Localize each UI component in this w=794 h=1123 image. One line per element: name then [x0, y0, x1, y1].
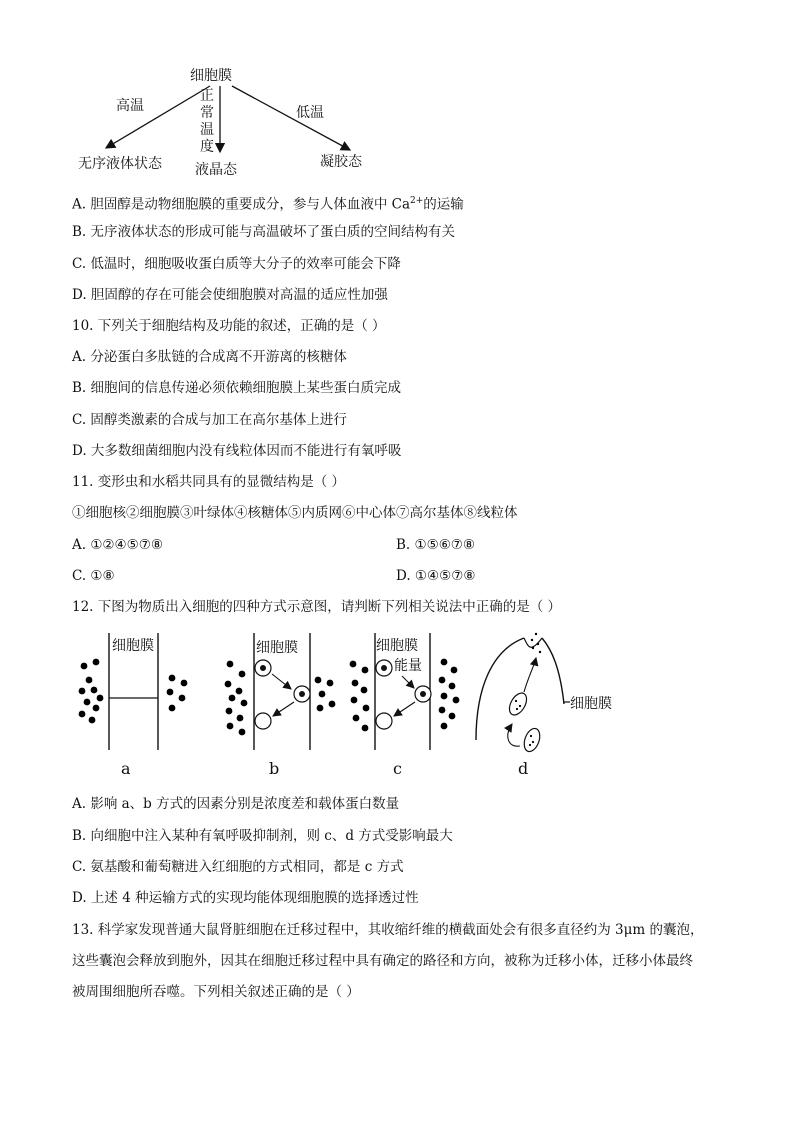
transport-diagram: [72, 628, 632, 780]
edge-label-low: 低温: [296, 105, 324, 121]
edge-label-high: 高温: [116, 98, 144, 114]
panel-a: [79, 633, 188, 778]
q12-option-c: C. 氨基酸和葡萄糖进入红细胞的方式相同，都是 c 方式: [72, 859, 404, 875]
q10-stem: 10. 下列关于细胞结构及功能的叙述，正确的是（ ）: [72, 318, 386, 334]
edge-label-normal-1: 正: [200, 88, 214, 104]
q9-option-b: B. 无序液体状态的形成可能与高温破坏了蛋白质的空间结构有关: [72, 224, 456, 240]
q11-option-a: A. ①②④⑤⑦⑧: [72, 537, 163, 553]
q12-option-a: A. 影响 a、b 方式的因素分别是浓度差和载体蛋白数量: [72, 796, 400, 812]
q12-stem: 12. 下图为物质出入细胞的四种方式示意图，请判断下列相关说法中正确的是（ ）: [72, 599, 562, 615]
q12-option-d: D. 上述 4 种运输方式的实现均能体现细胞膜的选择透过性: [72, 890, 419, 906]
q11-option-c: C. ①⑧: [72, 568, 115, 584]
q13-stem-line-3: 被周围细胞所吞噬。下列相关叙述正确的是（ ）: [72, 984, 360, 1000]
q11-items: ①细胞核②细胞膜③叶绿体④核糖体⑤内质网⑥中心体⑦高尔基体⑧线粒体: [72, 505, 518, 521]
q9-option-c: C. 低温时，细胞吸收蛋白质等大分子的效率可能会下降: [72, 256, 401, 272]
arrow-high-temp: [106, 86, 210, 148]
q12-option-b: B. 向细胞中注入某种有氧呼吸抑制剂，则 c、d 方式受影响最大: [72, 828, 453, 844]
q10-option-c: C. 固醇类激素的合成与加工在高尔基体上进行: [72, 412, 347, 428]
q9-option-d: D. 胆固醇的存在可能会使细胞膜对高温的适应性加强: [72, 287, 388, 303]
diagram-top-label: 细胞膜: [190, 68, 232, 84]
panel-b-label: b: [269, 759, 280, 778]
panel-c-membrane-label: 细胞膜: [376, 638, 418, 654]
panel-d: [476, 633, 612, 778]
panel-d-label: d: [518, 759, 529, 778]
panel-a-membrane-label: 细胞膜: [112, 638, 154, 654]
q13-stem-line-1: 13. 科学家发现普通大鼠肾脏细胞在迁移过程中，其收缩纤维的横截面处会有很多直径约为 3μm 的囊泡，: [72, 922, 704, 938]
state-liquid-crystal: 液晶态: [195, 162, 237, 178]
state-disordered-liquid: 无序液体状态: [78, 156, 162, 172]
edge-label-normal-4: 度: [200, 139, 214, 155]
q10-option-b: B. 细胞间的信息传递必须依赖细胞膜上某些蛋白质完成: [72, 380, 402, 396]
edge-label-normal-3: 温: [200, 122, 214, 138]
q10-option-d: D. 大多数细菌细胞内没有线粒体因而不能进行有氧呼吸: [72, 443, 402, 459]
panel-b: [225, 633, 336, 778]
panel-a-label: a: [121, 759, 131, 778]
q13-stem-line-2: 这些囊泡会释放到胞外，因其在细胞迁移过程中具有确定的路径和方向，被称为迁移小体，迁移小体最终: [72, 953, 693, 969]
q11-option-b: B. ①⑤⑥⑦⑧: [396, 537, 476, 553]
membrane-state-diagram: [60, 60, 400, 185]
panel-c-label: c: [393, 759, 402, 778]
panel-d-membrane-label: 细胞膜: [570, 696, 612, 712]
q11-stem: 11. 变形虫和水稻共同具有的显微结构是（ ）: [72, 474, 346, 490]
q11-option-d: D. ①④⑤⑦⑧: [396, 568, 476, 584]
edge-label-normal-2: 常: [200, 105, 214, 121]
arrow-low-temp: [232, 86, 350, 150]
state-gel: 凝胶态: [320, 154, 362, 170]
q10-option-a: A. 分泌蛋白多肽链的合成离不开游离的核糖体: [72, 349, 347, 365]
panel-c-energy-label: 能量: [394, 658, 422, 674]
q9-option-a: A. 胆固醇是动物细胞膜的重要成分，参与人体血液中 $Ca^{2+}$的运输: [72, 196, 464, 213]
panel-c: [350, 633, 460, 778]
panel-b-membrane-label: 细胞膜: [256, 640, 298, 656]
